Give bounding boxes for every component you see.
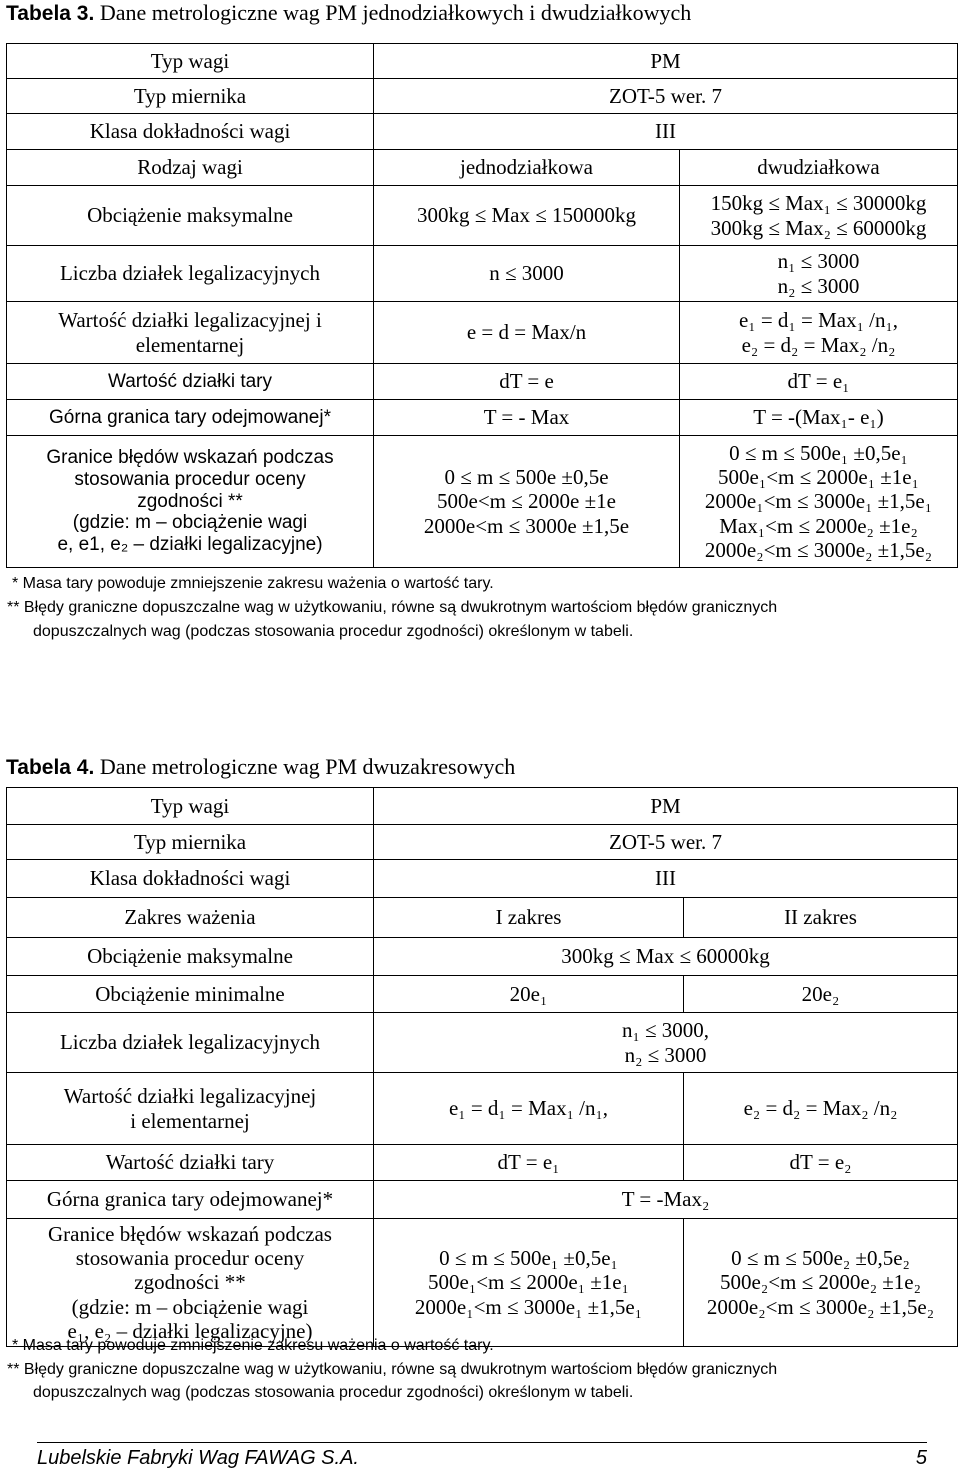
t4-typ-wagi-value: PM: [374, 788, 958, 825]
t3-typ-miernika-value: ZOT-5 wer. 7: [374, 79, 958, 114]
t4-zakres-a: I zakres: [374, 898, 684, 938]
t3-obc-a: 300kg ≤ Max ≤ 150000kg: [374, 186, 680, 246]
t3-granice-b-line: 0 ≤ m ≤ 500e₁ ±0,5e₁: [729, 441, 908, 466]
t3-note-2: ** Błędy graniczne dopuszczalne wag w użytkowaniu, równe są dwukrotnym wartościom błędów granicznych: [7, 599, 778, 616]
t4-granice-line: Granice błędów wskazań podczas: [48, 1222, 332, 1247]
t3-tara-b: dT = e₁: [680, 364, 958, 400]
t4-wartosc-label: [7, 1073, 374, 1145]
footer-company: Lubelskie Fabryki Wag FAWAG S.A.: [37, 1447, 359, 1469]
t3-granice-a-line: 0 ≤ m ≤ 500e ±0,5e: [444, 465, 609, 490]
t3-granice-b-line: 500e₁<m ≤ 2000e₁ ±1e₁: [718, 465, 919, 490]
t4-obcmin-label: Obciążenie minimalne: [7, 976, 374, 1013]
t4-granice-line: stosowania procedur oceny: [75, 1246, 305, 1271]
t3-wartosc-a: e = d = Max/n: [374, 302, 680, 364]
t4-gorna-value: T = -Max₂: [374, 1181, 958, 1219]
t3-wartosc-label-2: elementarnej: [135, 332, 245, 357]
t3-granice-b-line: 2000e₁<m ≤ 3000e₁ ±1,5e₁: [704, 489, 933, 514]
t3-granice-a: [374, 436, 680, 568]
t3-tara-a: dT = e: [374, 364, 680, 400]
table3: [6, 43, 958, 568]
t3-granice-line: Granice błędów wskazań podczas: [46, 446, 334, 468]
t3-liczba-b1: n₁ ≤ 3000: [777, 249, 860, 274]
t4-granice-label: [7, 1219, 374, 1347]
t3-rodzaj-label: Rodzaj wagi: [7, 150, 374, 186]
t3-granice-line: e, e1, e₂ – działki legalizacyjne): [57, 534, 323, 556]
table3-title: Dane metrologiczne wag PM jednodziałkowych i dwudziałkowych: [94, 0, 692, 25]
t3-typ-wagi-label: Typ wagi: [7, 44, 374, 79]
t3-liczba-b: [680, 246, 958, 302]
t4-granice-b-line: 0 ≤ m ≤ 500e₂ ±0,5e₂: [731, 1246, 910, 1271]
page-number: 5: [915, 1447, 927, 1469]
t4-liczba-v2: n₂ ≤ 3000: [624, 1042, 707, 1067]
t4-granice-a-line: 500e₁<m ≤ 2000e₁ ±1e₁: [428, 1270, 629, 1295]
t4-typ-miernika-value: ZOT-5 wer. 7: [374, 825, 958, 860]
t4-tara-a: dT = e₁: [374, 1145, 684, 1181]
t4-note-3: dopuszczalnych wag (podczas stosowania procedur zgodności) określonym w tabeli.: [33, 1384, 634, 1401]
t3-wartosc-b: [680, 302, 958, 364]
t3-liczba-a: n ≤ 3000: [374, 246, 680, 302]
t4-zakres-label: Zakres ważenia: [7, 898, 374, 938]
t3-gorna-b: T = -(Max₁- e₁): [680, 400, 958, 436]
t3-rodzaj-a: jednodziałkowa: [374, 150, 680, 186]
t4-zakres-b: II zakres: [684, 898, 958, 938]
t3-wartosc-b1: e₁ = d₁ = Max₁ /n₁,: [738, 308, 899, 333]
t4-liczba-v1: n₁ ≤ 3000,: [621, 1018, 710, 1043]
t4-note-1: * Masa tary powoduje zmniejszenie zakresu ważenia o wartość tary.: [12, 1337, 494, 1354]
t3-note-3: dopuszczalnych wag (podczas stosowania procedur zgodności) określonym w tabeli.: [33, 623, 634, 640]
t3-gorna-a: T = - Max: [374, 400, 680, 436]
t3-obc-label: Obciążenie maksymalne: [7, 186, 374, 246]
t4-granice-line: (gdzie: m – obciążenie wagi: [71, 1294, 309, 1319]
t3-granice-a-line: 2000e<m ≤ 3000e ±1,5e: [423, 513, 630, 538]
t3-granice-line: stosowania procedur oceny: [74, 468, 306, 490]
t4-wartosc-a: e₁ = d₁ = Max₁ /n₁,: [374, 1073, 684, 1145]
t4-granice-line: zgodności **: [134, 1270, 246, 1295]
t3-obc-b1: 150kg ≤ Max₁ ≤ 30000kg: [710, 191, 927, 216]
t3-wartosc-b2: e₂ = d₂ = Max₂ /n₂: [741, 332, 896, 357]
t3-klasa-label: Klasa dokładności wagi: [7, 114, 374, 150]
t3-note-1: * Masa tary powoduje zmniejszenie zakresu ważenia o wartość tary.: [12, 575, 494, 592]
t4-tara-b: dT = e₂: [684, 1145, 958, 1181]
t4-liczba-value: [374, 1013, 958, 1073]
t3-rodzaj-b: dwudziałkowa: [680, 150, 958, 186]
page-footer: [37, 1442, 927, 1470]
t4-obcmin-a: 20e₁: [374, 976, 684, 1013]
t3-granice-line: zgodności **: [137, 490, 243, 512]
t4-typ-wagi-label: Typ wagi: [7, 788, 374, 825]
t4-obcmin-b: 20e₂: [684, 976, 958, 1013]
t4-wartosc-label-1: Wartość działki legalizacyjnej: [63, 1084, 317, 1109]
t3-granice-b-line: 2000e₂<m ≤ 3000e₂ ±1,5e₂: [704, 537, 933, 562]
t4-klasa-label: Klasa dokładności wagi: [7, 860, 374, 898]
t3-liczba-label: Liczba działek legalizacyjnych: [7, 246, 374, 302]
t4-granice-line: e₁, e₂ – działki legalizacyjne): [67, 1318, 313, 1343]
t4-granice-a-line: 0 ≤ m ≤ 500e₁ ±0,5e₁: [439, 1246, 618, 1271]
t3-obc-b: [680, 186, 958, 246]
table4-caption: [6, 754, 515, 780]
t3-gorna-label: Górna granica tary odejmowanej*: [7, 400, 374, 436]
table3-label: Tabela 3.: [6, 2, 95, 25]
table3-caption: [6, 0, 691, 26]
table4-label: Tabela 4.: [6, 756, 95, 779]
t3-wartosc-label: [7, 302, 374, 364]
t4-granice-b: [684, 1219, 958, 1347]
t4-liczba-label: Liczba działek legalizacyjnych: [7, 1013, 374, 1073]
t3-klasa-value: III: [374, 114, 958, 150]
table4: [6, 787, 958, 1347]
t3-granice-line: (gdzie: m – obciążenie wagi: [72, 512, 308, 534]
t3-tara-label: Wartość działki tary: [7, 364, 374, 400]
t4-granice-b-line: 500e₂<m ≤ 2000e₂ ±1e₂: [720, 1270, 921, 1295]
t4-wartosc-b: e₂ = d₂ = Max₂ /n₂: [684, 1073, 958, 1145]
t4-tara-label: Wartość działki tary: [7, 1145, 374, 1181]
table4-title: Dane metrologiczne wag PM dwuzakresowych: [94, 754, 516, 779]
t3-typ-wagi-value: PM: [374, 44, 958, 79]
t3-granice-b: [680, 436, 958, 568]
t4-klasa-value: III: [374, 860, 958, 898]
t3-typ-miernika-label: Typ miernika: [7, 79, 374, 114]
t3-liczba-b2: n₂ ≤ 3000: [777, 273, 860, 298]
t4-granice-a: [374, 1219, 684, 1347]
t4-obc-label: Obciążenie maksymalne: [7, 938, 374, 976]
t4-note-2: ** Błędy graniczne dopuszczalne wag w użytkowaniu, równe są dwukrotnym wartościom błędów granicznych: [7, 1361, 778, 1378]
t4-typ-miernika-label: Typ miernika: [7, 825, 374, 860]
t4-wartosc-label-2: i elementarnej: [130, 1108, 250, 1133]
t3-wartosc-label-1: Wartość działki legalizacyjnej i: [58, 308, 322, 333]
t3-granice-label: [7, 436, 374, 568]
t4-gorna-label: Górna granica tary odejmowanej*: [7, 1181, 374, 1219]
t3-obc-b2: 300kg ≤ Max₂ ≤ 60000kg: [710, 215, 927, 240]
t3-granice-a-line: 500e<m ≤ 2000e ±1e: [437, 489, 616, 514]
t4-granice-b-line: 2000e₂<m ≤ 3000e₂ ±1,5e₂: [706, 1294, 935, 1319]
t4-granice-a-line: 2000e₁<m ≤ 3000e₁ ±1,5e₁: [414, 1294, 643, 1319]
t4-obc-value: 300kg ≤ Max ≤ 60000kg: [374, 938, 958, 976]
t3-granice-b-line: Max₁<m ≤ 2000e₂ ±1e₂: [719, 513, 918, 538]
